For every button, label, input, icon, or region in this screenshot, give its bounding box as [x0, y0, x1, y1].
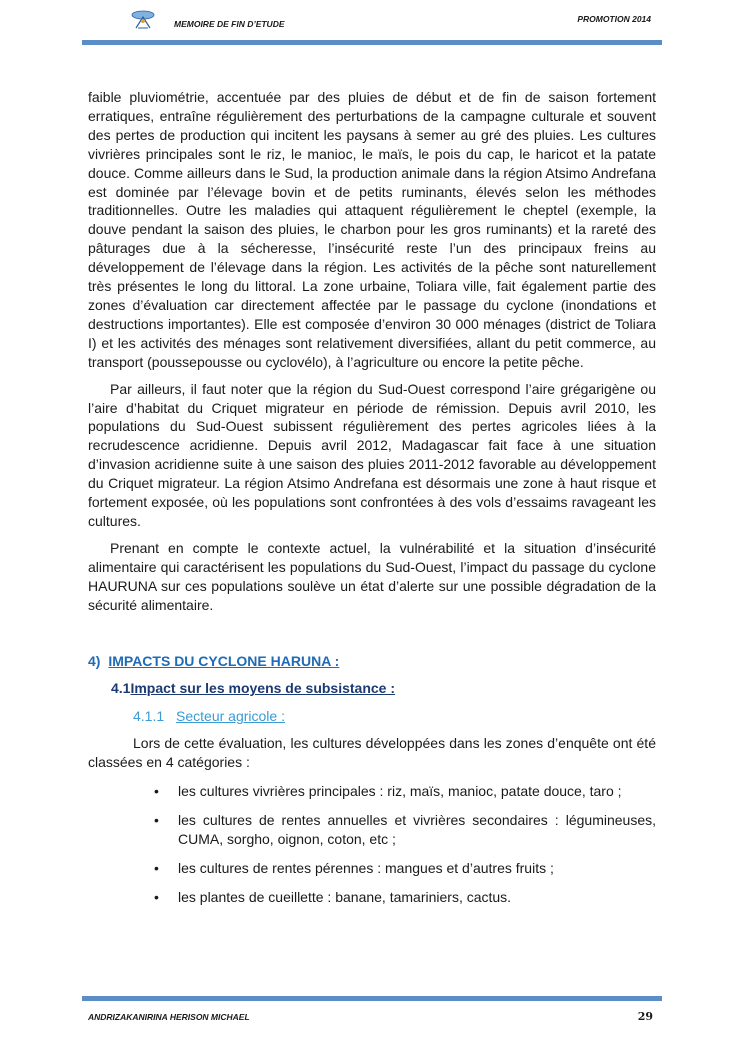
- subsection-heading: [111, 679, 656, 698]
- intro-paragraph: Lors de cette évaluation, les cultures développées dans les zones d’enquête ont été classées en 4 catégories :: [88, 735, 656, 771]
- list-item-text: les cultures de rentes annuelles et vivrières secondaires : légumineuses, CUMA, sorgho, oignon, coton, etc ;: [178, 811, 656, 847]
- list-item: [154, 859, 656, 878]
- subsubsection-number: 4.1.1: [133, 708, 165, 725]
- crop-category-list: [88, 782, 656, 907]
- subsection-number: 4.1: [111, 680, 131, 697]
- bullet-icon: •: [154, 783, 159, 799]
- list-item: [154, 782, 656, 801]
- institution-logo-icon: [128, 8, 158, 30]
- list-item: [154, 888, 656, 907]
- body-paragraph: Prenant en compte le contexte actuel, la vulnérabilité et la situation d’insécurité alimentaire qui caractérisent les populations du Sud-Ouest, l’impact du passage du cyclone HAURUNA sur ces populations soulève un état d’alerte sur une possible dégradation de la sécurité alimentaire.: [88, 539, 656, 613]
- header-title: MEMOIRE DE FIN D’ETUDE: [174, 19, 285, 29]
- section-number: 4): [88, 653, 101, 670]
- bullet-icon: •: [154, 811, 159, 828]
- subsubsection-heading: [133, 707, 656, 726]
- body-paragraph: faible pluviométrie, accentuée par des pluies de début et de fin de saison fortement erratiques, entraîne régulièrement des perturbations de la campagne culturale et souvent des pertes de production qui incitent les paysans à semer au gré des pluies. Les cultures vivrières principales sont le riz, le manioc, le maïs, le pois du cap, le haricot et la patate douce. Comme ailleurs dans le Sud, la production animale dans la région Atsimo Andrefana est dominée par l’élevage bovin et de petits ruminants, élevés selon les méthodes traditionnelles. Outre les maladies qui attaquent régulièrement le cheptel (exemple, la douve pendant la saison des pluies, le charbon pour les gros ruminants) et la rareté des pâturages due à la sécheresse, l’insécurité reste l’un des principaux freins au développement de l’élevage dans la région. Les activités de la pêche sont naturellement très présentes le long du littoral. La zone urbaine, Toliara ville, fait également partie des zones d’évaluation car directement affectée par le passage du cyclone (inondations et destructions importantes). Elle est composée d’environ 30 000 ménages (district de Toliara I) et les activités des ménages sont relativement diversifiées, allant du petit commerce, au transport (poussepousse ou cyclovélo), à l’agriculture ou encore la petite pêche.: [88, 89, 656, 370]
- subsection-title: Impact sur les moyens de subsistance :: [130, 680, 396, 697]
- page-number: 29: [637, 1010, 653, 1023]
- list-item: [154, 811, 656, 849]
- list-item-text: les cultures de rentes pérennes : mangues et d’autres fruits ;: [178, 859, 554, 876]
- subsubsection-title: Secteur agricole :: [176, 708, 285, 725]
- footer-divider: [82, 996, 662, 1001]
- header-divider: [82, 40, 662, 45]
- page-body: [88, 88, 656, 917]
- bullet-icon: •: [154, 859, 159, 876]
- list-item-text: les cultures vivrières principales : riz, maïs, manioc, patate douce, taro ;: [178, 783, 622, 799]
- list-item-text: les plantes de cueillette : banane, tamariniers, cactus.: [178, 888, 512, 905]
- body-paragraph: Par ailleurs, il faut noter que la région du Sud-Ouest correspond l’aire grégarigène ou l’aire d’habitat du Criquet migrateur en période de rémission. Depuis avril 2010, les populations du Sud-Ouest subissent régulièrement des pertes agricoles liées à la recrudescence acridienne. Depuis avril 2012, Madagascar fait face à une situation d’invasion acridienne suite à une saison des pluies 2011-2012 favorable au développement du Criquet migrateur. La région Atsimo Andrefana est désormais une zone à haut risque et fortement exposée, où les populations sont confrontées à des vols d’essaims ravageant les cultures.: [88, 380, 656, 529]
- header-promotion: PROMOTION 2014: [577, 14, 651, 24]
- section-heading: [88, 652, 656, 671]
- section-title: IMPACTS DU CYCLONE HARUNA :: [108, 653, 340, 670]
- footer-author: ANDRIZAKANIRINA HERISON MICHAEL: [88, 1012, 250, 1022]
- bullet-icon: •: [154, 888, 159, 905]
